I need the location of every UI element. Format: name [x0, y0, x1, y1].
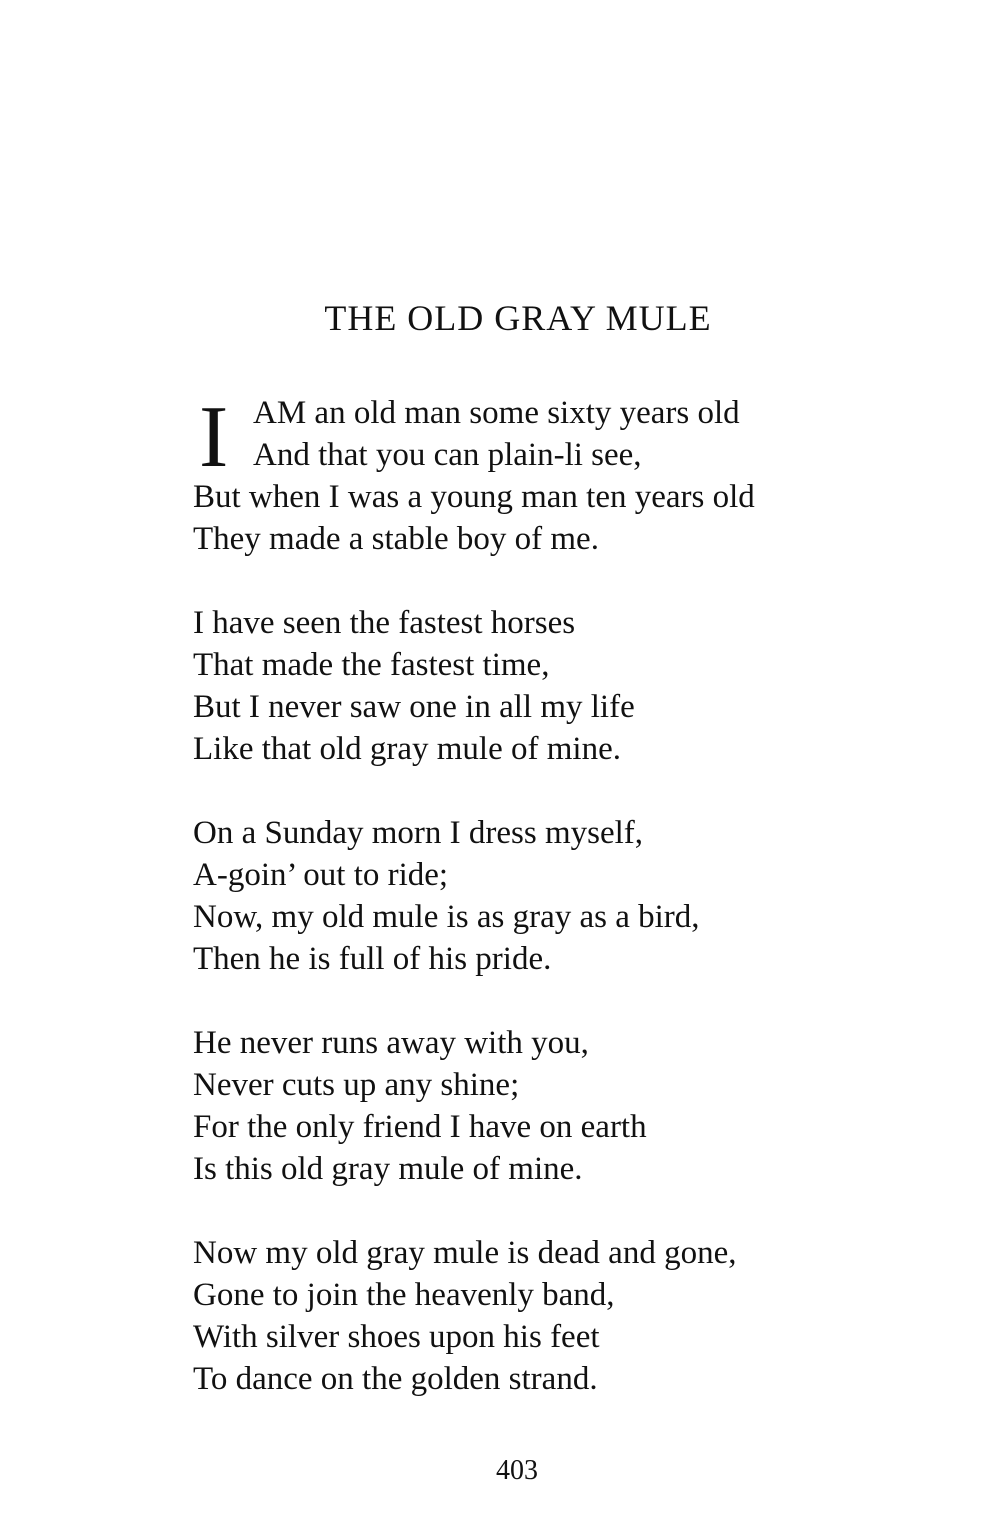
poem-line-2-3: But I never saw one in all my life [193, 689, 635, 725]
drop-cap: I [199, 389, 229, 486]
poem-line-5-3: With silver shoes upon his feet [193, 1319, 600, 1355]
poem-line-2-2: That made the fastest time, [193, 647, 550, 683]
page-number: 403 [496, 1455, 538, 1486]
poem-line-text: AM an old man some sixty years old [253, 395, 740, 431]
poem-line-5-1: Now my old gray mule is dead and gone, [193, 1235, 737, 1271]
poem-line-3-4: Then he is full of his pride. [193, 941, 552, 977]
poem-line-4-1: He never runs away with you, [193, 1025, 589, 1061]
stanza-1 [193, 389, 973, 560]
poem-line-2-1: I have seen the fastest horses [193, 605, 576, 641]
poem-line-4-4: Is this old gray mule of mine. [193, 1151, 583, 1187]
stanza-5 [193, 1232, 973, 1400]
poem-line-4-3: For the only friend I have on earth [193, 1109, 647, 1145]
poem-line-1-2: And that you can plain-li see, [253, 437, 642, 473]
poem-line-5-2: Gone to join the heavenly band, [193, 1277, 615, 1313]
poem-line-3-2: A-goin’ out to ride; [193, 857, 449, 893]
poem-body [193, 389, 973, 1442]
poem-line-1-3: But when I was a young man ten years old [193, 479, 755, 515]
poem-line-4-2: Never cuts up any shine; [193, 1067, 520, 1103]
stanza-3 [193, 812, 973, 980]
poem-line-1-4: They made a stable boy of me. [193, 521, 599, 557]
poem-title: THE OLD GRAY MULE [324, 298, 712, 338]
stanza-4 [193, 1022, 973, 1190]
stanza-2 [193, 602, 973, 770]
poem-line-2-4: Like that old gray mule of mine. [193, 731, 621, 767]
poem-line-3-3: Now, my old mule is as gray as a bird, [193, 899, 700, 935]
poem-line-3-1: On a Sunday morn I dress myself, [193, 815, 644, 851]
poem-line-5-4: To dance on the golden strand. [193, 1361, 598, 1397]
